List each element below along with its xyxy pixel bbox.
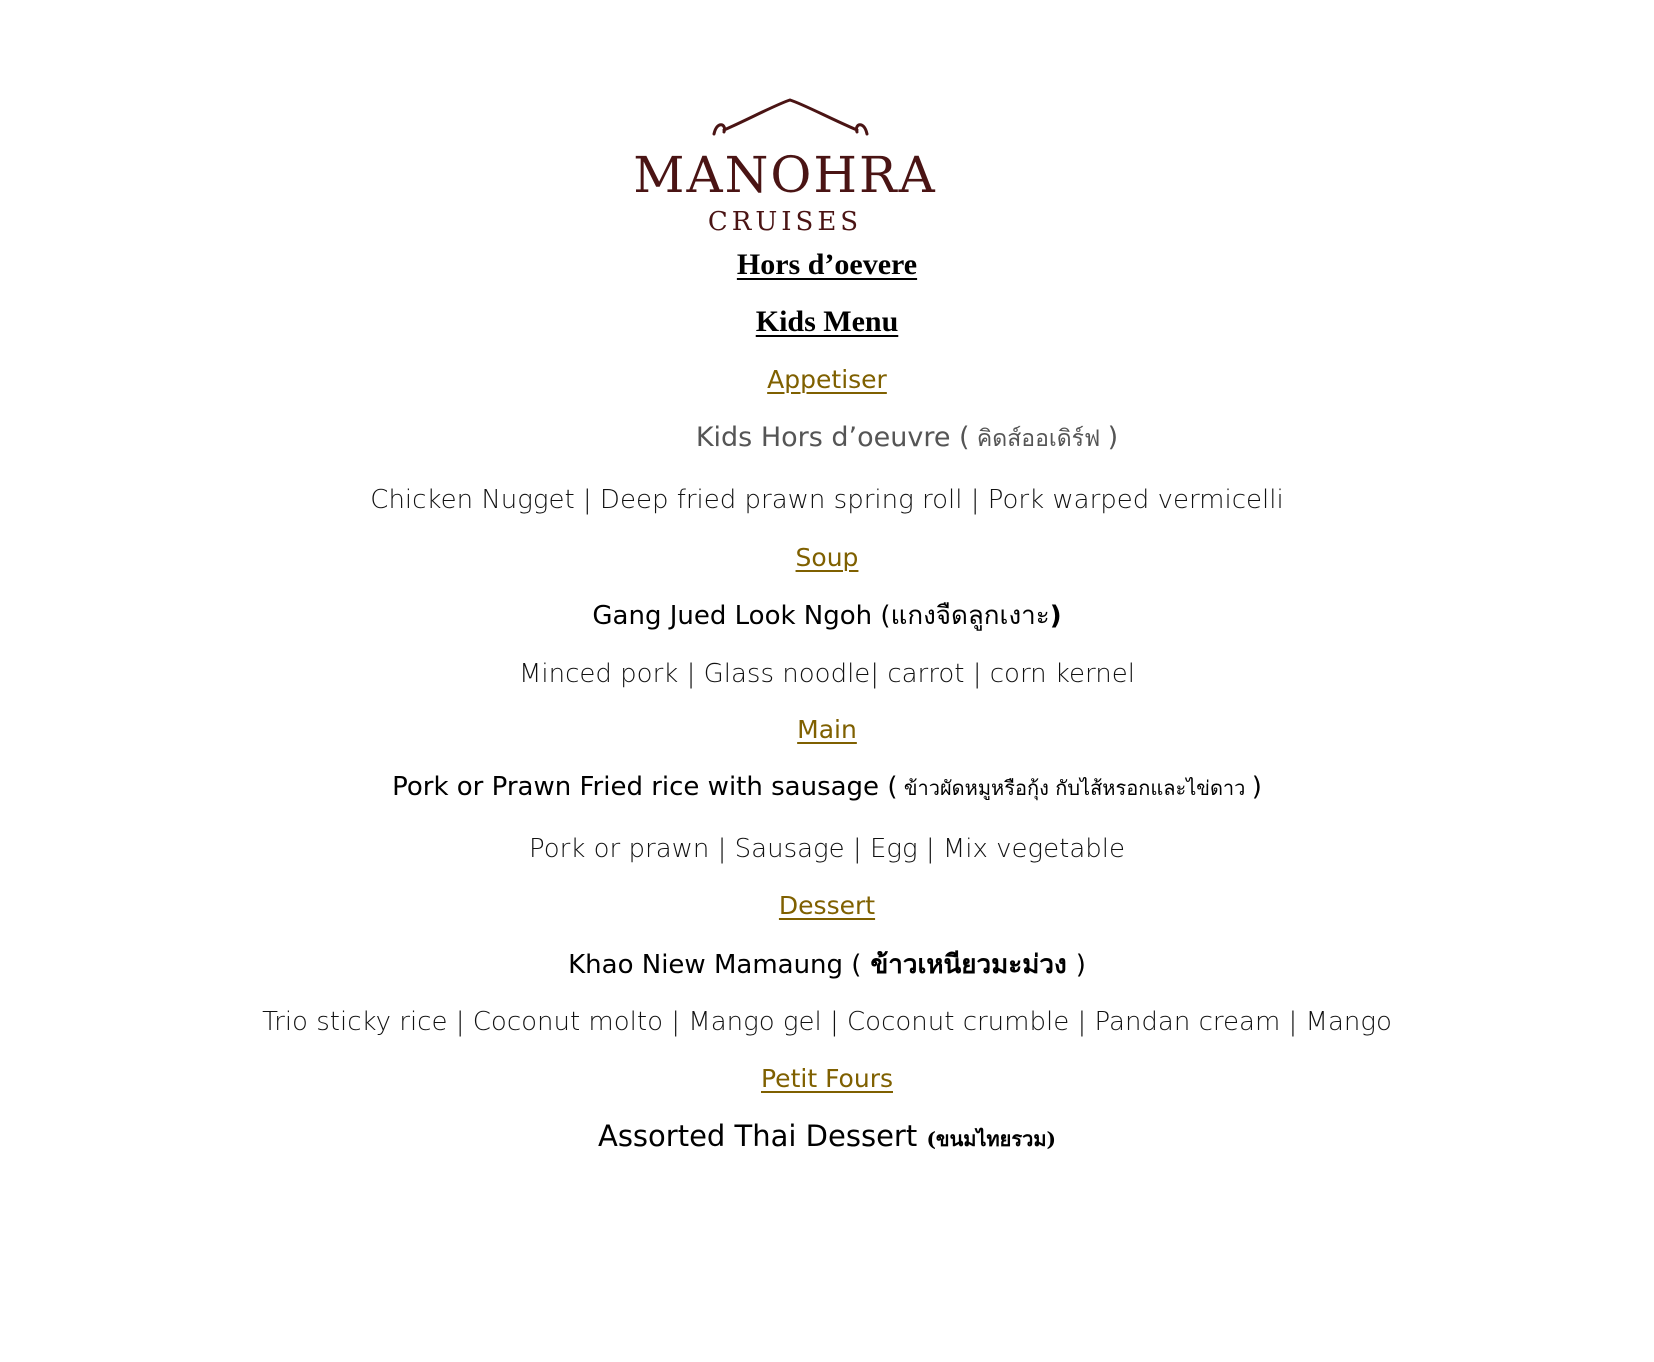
dish-name-en: Kids Hors d’oeuvre (	[695, 422, 970, 453]
section-heading-petit-fours	[0, 1066, 1654, 1091]
dish-dessert	[0, 952, 1654, 978]
dish-name-en: Assorted Thai Dessert	[597, 1119, 927, 1153]
dish-name-th: ข้าวผัดหมูหรือกุ้ง กับไส้หรอกและไข่ดาว	[897, 776, 1252, 800]
section-heading-text: Appetiser	[767, 365, 887, 394]
dish-name-en: Khao Niew Mamaung (	[568, 950, 862, 980]
section-heading-text: Petit Fours	[761, 1064, 893, 1093]
dish-appetiser	[0, 424, 1654, 451]
section-heading-text: Dessert	[778, 891, 876, 920]
dish-main	[0, 774, 1654, 800]
section-heading-dessert	[0, 893, 1654, 918]
dish-description-main	[0, 836, 1654, 862]
logo-brand-sub: CRUISES	[707, 207, 863, 237]
dish-name-close: )	[1251, 772, 1262, 802]
dish-name-th: ข้าวเหนียวมะม่วง	[861, 950, 1076, 980]
dish-description-text: Pork or prawn | Sausage | Egg | Mix vegetable	[528, 834, 1126, 864]
section-heading-text: Soup	[795, 543, 859, 572]
section-heading-soup	[0, 545, 1654, 570]
dish-description-appetiser	[0, 487, 1654, 513]
dish-name-close: )	[1075, 950, 1086, 980]
menu-title-text: Hors d’oevere	[736, 248, 918, 281]
section-heading-main	[0, 717, 1654, 742]
dish-name-th: แกงจืดลูกเงาะ	[890, 601, 1050, 631]
dish-name-th: (ขนมไทยรวม)	[926, 1127, 1057, 1151]
section-heading-text: Main	[797, 715, 857, 744]
section-heading-appetiser	[0, 367, 1654, 392]
menu-title	[0, 250, 1654, 280]
menu-subtitle-text: Kids Menu	[755, 305, 899, 338]
dish-description-text: Chicken Nugget | Deep fried prawn spring roll | Pork warped vermicelli	[370, 485, 1284, 515]
manohra-cruises-logo	[627, 92, 1027, 252]
menu-subtitle	[0, 307, 1654, 337]
logo-brand-name: MANOHRA	[633, 146, 937, 204]
dish-description-text: Minced pork | Glass noodle| carrot | corn kernel	[518, 659, 1135, 689]
dish-name-th: คิดส์ออเดิร์ฟ	[969, 426, 1108, 452]
dish-name-close: )	[1049, 601, 1062, 631]
dish-name-en: Pork or Prawn Fried rice with sausage (	[392, 772, 898, 802]
dish-soup	[0, 603, 1654, 629]
dish-petit-fours	[0, 1119, 1654, 1153]
dish-name-en: Gang Jued Look Ngoh (	[592, 601, 891, 631]
dish-description-dessert	[0, 1009, 1654, 1035]
dish-description-soup	[0, 661, 1654, 687]
dish-name-close: )	[1107, 422, 1119, 453]
dish-description-text: Trio sticky rice | Coconut molto | Mango gel | Coconut crumble | Pandan cream | Mango	[262, 1007, 1392, 1037]
